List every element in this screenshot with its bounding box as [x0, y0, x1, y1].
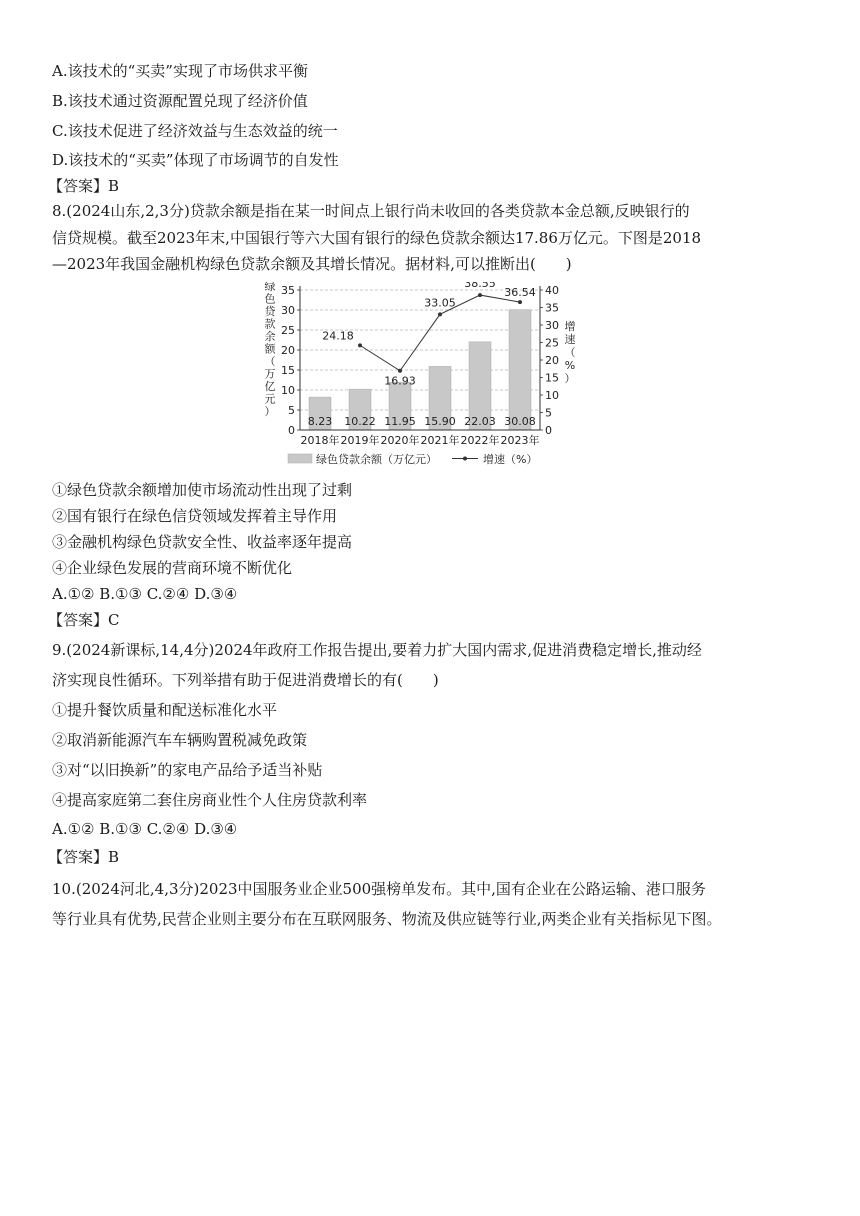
q8-stem-line-3: —2023年我国金融机构绿色贷款余额及其增长情况。据材料,可以推断出( )	[52, 255, 572, 273]
right-axis-label-char: 速	[564, 333, 576, 346]
left-axis-label-char: 额	[264, 342, 276, 356]
legend-bar-label: 绿色贷款余额（万亿元）	[316, 453, 437, 466]
q9-answer: 【答案】B	[48, 848, 120, 866]
q8-answer: 【答案】C	[48, 611, 120, 629]
left-axis-label-char: 亿	[264, 380, 276, 393]
left-axis-label-char: ）	[264, 405, 276, 418]
growth-point	[398, 369, 402, 373]
legend-line-label: 增速（%）	[483, 453, 538, 466]
left-tick-label: 35	[281, 284, 295, 297]
green-loan-chart-svg	[258, 282, 590, 472]
q7-option-b: B.该技术通过资源配置兑现了经济价值	[52, 92, 308, 110]
bar	[509, 310, 531, 430]
growth-point	[358, 343, 362, 347]
left-tick-label: 20	[281, 344, 295, 357]
right-axis-label-char: （	[564, 346, 576, 359]
q7-answer: 【答案】B	[48, 177, 120, 195]
growth-point	[518, 300, 522, 304]
x-tick-label: 2018年	[300, 434, 340, 447]
bar-value-label: 22.03	[464, 415, 496, 428]
x-tick-label: 2023年	[500, 434, 540, 447]
q8-statement-1: ①绿色贷款余额增加使市场流动性出现了过剩	[52, 481, 353, 499]
left-tick-label: 10	[281, 384, 295, 397]
q9-statement-1: ①提升餐饮质量和配送标准化水平	[52, 701, 278, 719]
growth-value-label: 16.93	[384, 374, 416, 388]
left-tick-label: 15	[281, 364, 295, 377]
right-tick-label: 25	[545, 336, 559, 350]
left-axis-label-char: 万	[264, 367, 276, 381]
x-tick-label: 2020年	[380, 434, 420, 447]
left-axis-label-char: （	[264, 355, 276, 368]
growth-point	[478, 293, 482, 297]
left-axis-label-char: 余	[264, 330, 276, 343]
bar-value-label: 15.90	[424, 415, 456, 428]
q8-choices: A.①② B.①③ C.②④ D.③④	[52, 585, 238, 603]
left-axis-label-char: 绿	[264, 282, 276, 293]
green-loan-chart	[258, 282, 590, 472]
q10-stem-line-2: 等行业具有优势,民营企业则主要分布在互联网服务、物流及供应链等行业,两类企业有关指标见下图。	[52, 910, 722, 928]
q9-choices: A.①② B.①③ C.②④ D.③④	[52, 820, 238, 838]
left-tick-label: 30	[281, 304, 295, 317]
q7-option-d: D.该技术的“买卖”体现了市场调节的自发性	[52, 151, 339, 169]
q8-stem-line-2: 信贷规模。截至2023年末,中国银行等六大国有银行的绿色贷款余额达17.86万亿元。下图是2018	[52, 229, 702, 247]
left-axis-label-char: 款	[264, 317, 276, 331]
right-axis-label-char: %	[564, 359, 576, 372]
right-axis-label-char: ）	[564, 372, 576, 385]
growth-value-label: 38.55	[464, 282, 496, 291]
x-tick-label: 2022年	[460, 434, 500, 447]
left-axis-label-char: 元	[264, 392, 276, 406]
growth-value-label: 33.05	[424, 296, 456, 310]
left-axis-label-char: 贷	[264, 305, 276, 318]
growth-value-label: 24.18	[322, 329, 354, 343]
q9-statement-4: ④提高家庭第二套住房商业性个人住房贷款利率	[52, 791, 368, 809]
q10-stem-line-1: 10.(2024河北,4,3分)2023中国服务业企业500强榜单发布。其中,国有企业在公路运输、港口服务	[52, 880, 706, 898]
q9-statement-2: ②取消新能源汽车车辆购置税减免政策	[52, 731, 308, 749]
legend-bar-swatch	[288, 454, 312, 463]
q8-statement-3: ③金融机构绿色贷款安全性、收益率逐年提高	[52, 533, 353, 551]
left-tick-label: 0	[288, 424, 295, 437]
q8-statement-4: ④企业绿色发展的营商环境不断优化	[52, 559, 293, 577]
left-axis-label-char: 色	[264, 292, 276, 306]
bar-value-label: 10.22	[344, 415, 376, 428]
right-tick-label: 20	[545, 354, 559, 367]
legend-line-marker	[463, 457, 467, 461]
q7-option-a: A.该技术的“买卖”实现了市场供求平衡	[52, 62, 308, 80]
left-tick-label: 25	[281, 324, 295, 337]
growth-point	[438, 312, 442, 316]
x-tick-label: 2019年	[340, 434, 380, 447]
right-tick-label: 5	[545, 406, 552, 420]
bar-value-label: 8.23	[307, 415, 333, 428]
q7-option-c: C.该技术促进了经济效益与生态效益的统一	[52, 122, 338, 140]
right-tick-label: 30	[545, 319, 559, 332]
bar-value-label: 11.95	[384, 415, 416, 428]
q9-stem-line-2: 济实现良性循环。下列举措有助于促进消费增长的有( )	[52, 671, 439, 689]
right-tick-label: 0	[545, 424, 552, 437]
left-tick-label: 5	[288, 404, 295, 417]
q9-stem-line-1: 9.(2024新课标,14,4分)2024年政府工作报告提出,要着力扩大国内需求,促进消费稳定增长,推动经	[52, 641, 702, 659]
q8-stem-line-1: 8.(2024山东,2,3分)贷款余额是指在某一时间点上银行尚未收回的各类贷款本金总额,反映银行的	[52, 202, 690, 220]
right-tick-label: 35	[545, 301, 559, 315]
q9-statement-3: ③对“以旧换新”的家电产品给予适当补贴	[52, 761, 323, 779]
x-tick-label: 2021年	[420, 434, 460, 447]
right-tick-label: 15	[545, 371, 559, 385]
bar-value-label: 30.08	[504, 415, 536, 428]
right-tick-label: 40	[545, 284, 559, 297]
right-tick-label: 10	[545, 389, 559, 402]
growth-value-label: 36.54	[504, 286, 536, 300]
right-axis-label-char: 增	[564, 320, 576, 333]
q8-statement-2: ②国有银行在绿色信贷领域发挥着主导作用	[52, 507, 338, 525]
